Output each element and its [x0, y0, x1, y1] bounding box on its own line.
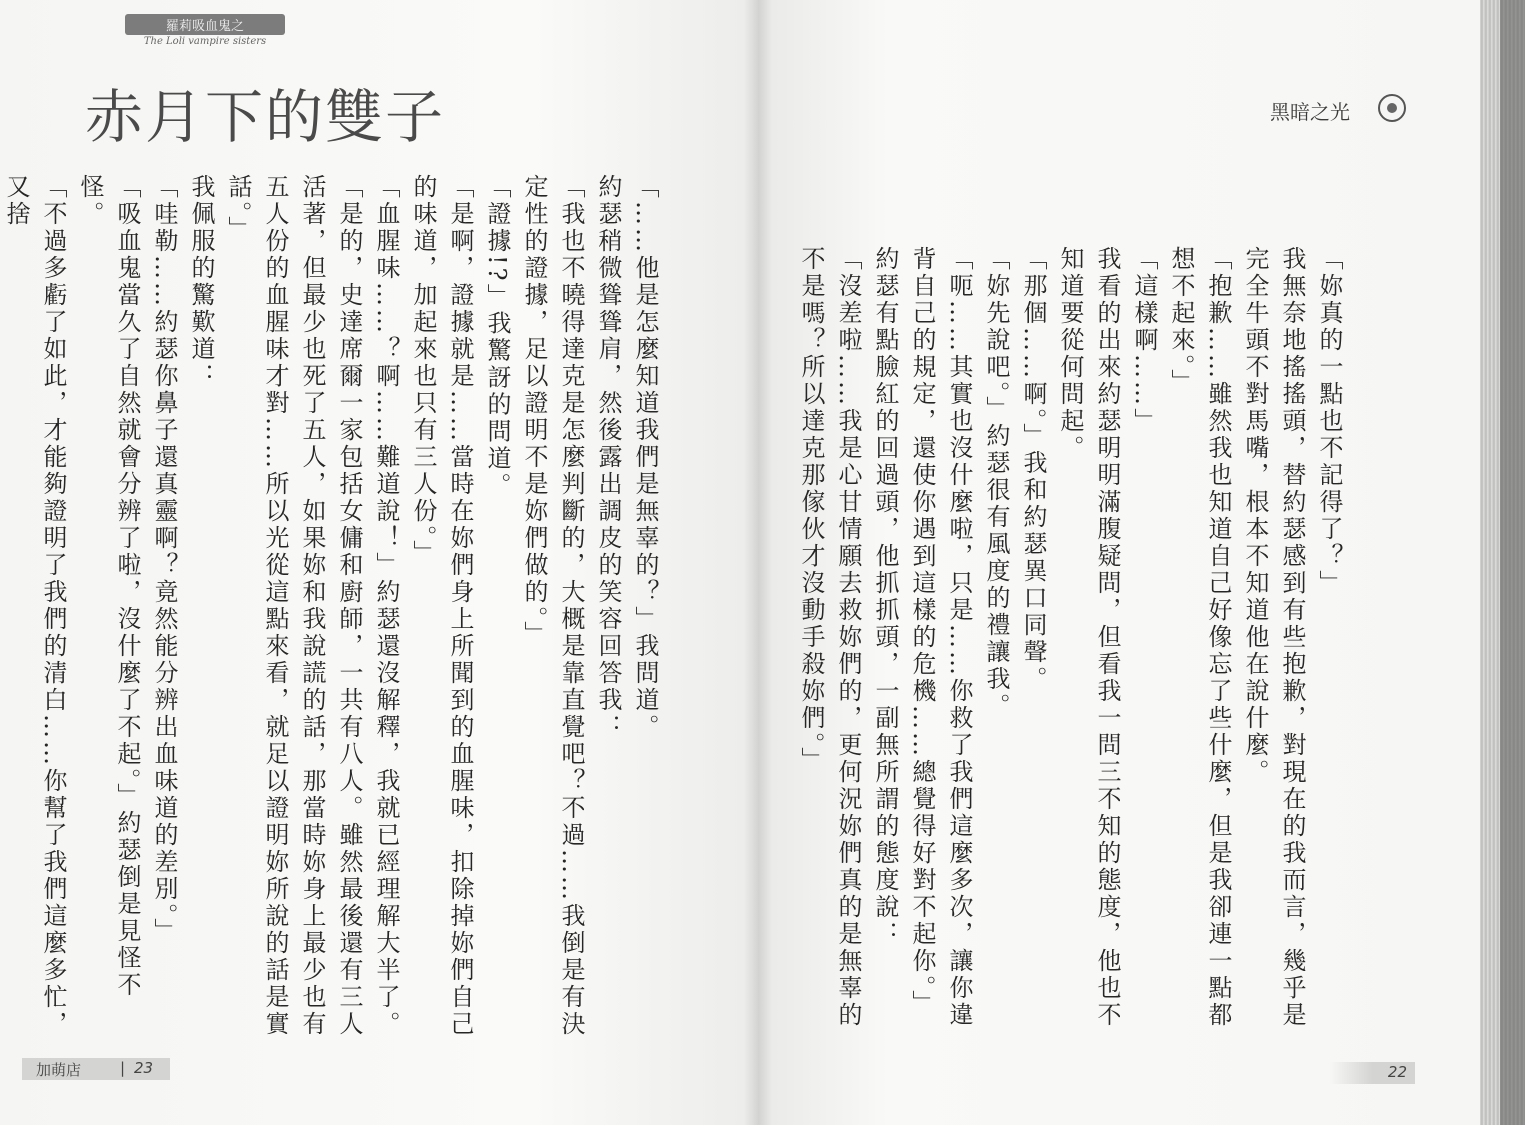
- paragraph: 「血腥味……？啊……難道說！」約瑟還沒解釋，我就已經理解大半了。: [372, 174, 400, 1038]
- left-page-footer: [22, 1058, 170, 1080]
- paragraph: 「是的，史達席爾一家包括女傭和廚師，一共有八人。雖然最後還有三人活著，但最少也死了五人，如果妳和我說謊的話，那當時妳身上最少也有五人份的血腥味才對……所以光從這點來看，就足以證明妳所說的話是實話。」: [224, 174, 363, 1038]
- footer-separator: |: [120, 1059, 126, 1077]
- paragraph: 「……他是怎麼知道我們是無辜的？」我問道。: [631, 174, 659, 741]
- paragraph: 「證據!?」我驚訝的問道。: [483, 174, 511, 500]
- flower-icon: [1378, 94, 1406, 122]
- paragraph: 約瑟稍微聳聳肩，然後露出調皮的笑容回答我：: [594, 174, 622, 741]
- paragraph: 「呃……其實也沒什麼啦，只是……你救了我們這麼多次，讓你違背自己的規定，還使你遇到這樣的危機……總覺得好對不起你。」: [908, 246, 973, 1029]
- paragraph: 「不過多虧了如此，才能夠證明了我們的清白……你幫了我們這麼多忙，又捨: [2, 174, 67, 1038]
- page-number-left: 23: [134, 1059, 154, 1077]
- paragraph: 我無奈地搖搖頭，替約瑟感到有些抱歉，對現在的我而言，幾乎是完全牛頭不對馬嘴，根本不知道他在說什麼。: [1241, 246, 1306, 1029]
- book-gutter: [744, 0, 772, 1125]
- paragraph: 約瑟有點臉紅的回過頭，他抓抓頭，一副無所謂的態度說：: [871, 246, 899, 948]
- paragraph: 「哇勒……約瑟你鼻子還真靈啊？竟然能分辨出血味道的差別。」: [150, 174, 178, 945]
- paragraph: 「這樣啊……」: [1130, 246, 1158, 435]
- paragraph: 「吸血鬼當久了自然就會分辨了啦，沒什麼了不起。」約瑟倒是見怪不怪。: [76, 174, 141, 999]
- series-name: 羅莉吸血鬼之: [125, 14, 285, 35]
- chapter-title: 黑暗之光: [1270, 100, 1350, 124]
- right-page-text: [797, 246, 1347, 1046]
- cover-edge: [1500, 0, 1525, 1125]
- paragraph: 「抱歉……雖然我也知道自己好像忘了些什麼，但是我卻連一點都想不起來。」: [1167, 246, 1232, 1029]
- paragraph: 「我也不曉得達克是怎麼判斷的，大概是靠直覺吧？不過……我倒是有決定性的證據，足以證明不是妳們做的。」: [520, 174, 585, 1038]
- paragraph: 「妳真的一點也不記得了？」: [1315, 246, 1343, 597]
- series-english: The Loli vampire sisters: [143, 36, 267, 47]
- paragraph: 「沒差啦……我是心甘情願去救妳們的，更何況妳們真的是無辜的不是嗎？所以達克那傢伙才沒動手殺妳們。」: [797, 246, 862, 1029]
- paragraph: 我佩服的驚歎道：: [187, 174, 215, 390]
- publisher-name: 加萌店: [36, 1061, 82, 1079]
- book-title: 赤月下的雙子: [85, 83, 446, 151]
- left-page-text: [2, 174, 663, 1044]
- right-page-footer: [1330, 1062, 1415, 1084]
- paragraph: 「妳先說吧。」約瑟很有風度的禮讓我。: [982, 246, 1010, 720]
- paragraph: 「那個……啊。」我和約瑟異口同聲。: [1019, 246, 1047, 693]
- page-number-right: 22: [1387, 1063, 1407, 1081]
- paragraph: 「是啊，證據就是……當時在妳們身上所聞到的血腥味，扣除掉妳們自己的味道，加起來也只有三人份。」: [409, 174, 474, 1038]
- series-label: [125, 14, 285, 47]
- paragraph: 我看的出來約瑟明明滿腹疑問，但看我一問三不知的態度，他也不知道要從何問起。: [1056, 246, 1121, 1029]
